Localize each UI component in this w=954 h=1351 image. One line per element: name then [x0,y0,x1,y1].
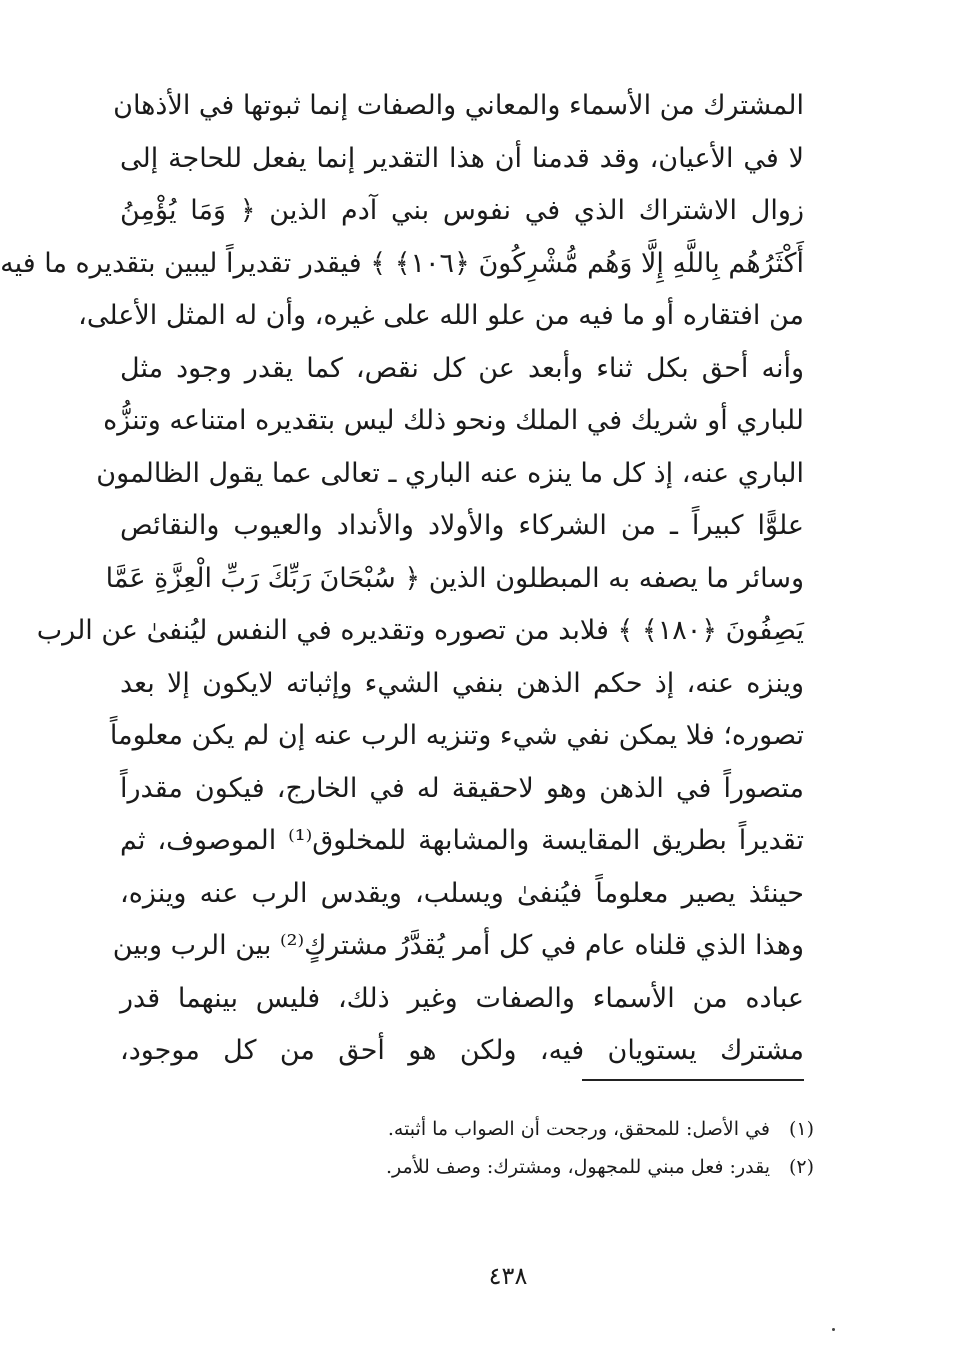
text-line: للباري أو شريك في الملك ونحو ذلك ليس بتقديره امتناعه وتنزُّه [103,405,804,436]
text-line: حينئذ يصير معلوماً فيُنفىٰ ويسلب، ويقدس الرب عنه وينزه، [120,877,804,909]
footnote-text: في الأصل: للمحقق، ورجحت أن الصواب ما أثبته. [387,1118,770,1140]
text-line: من افتقاره أو ما فيه من علو الله على غيره، وأن له المثل الأعلى، [78,300,804,331]
text-line: مشترك يستويان فيه، ولكن هو أحق من كل موجود، [120,1035,804,1066]
text-line: أَكْثَرُهُم بِاللَّهِ إِلَّا وَهُم مُّشْرِكُونَ ﴿١٠٦﴾ ﴾ فيقدر تقديراً ليبين بتقديره ما فيه [0,247,804,279]
text-line: المشترك من الأسماء والمعاني والصفات إنما ثبوتها في الأذهان [113,90,804,121]
text-line: علوًّا كبيراً ـ من الشركاء والأولاد والأنداد والعيوب والنقائص [120,510,804,541]
footnote-text: يقدر: فعل مبني للمجهول، ومشترك: وصف للأمر. [385,1156,770,1178]
footnote-separator [582,1079,804,1081]
text-line: زوال الاشتراك الذي في نفوس بني آدم الذين ﴿ وَمَا يُؤْمِنُ [120,195,804,226]
text-line: متصوراً في الذهن وهو لاحقيقة له في الخارج، فيكون مقدراً [120,772,804,804]
footnote-number: (١) [788,1118,814,1140]
text-line: وسائر ما يصفه به المبطلون الذين ﴿ سُبْحَانَ رَبِّكَ رَبِّ الْعِزَّةِ عَمَّا [105,562,804,594]
page-speck [832,1328,835,1331]
text-line: وينزه عنه، إذ حكم الذهن بنفي الشيء وإثباته لايكون إلا بعد [120,667,804,699]
text-line: تصوره؛ فلا يمكن نفي شيء وتنزيه الرب عنه إن لم يكن معلوماً [109,720,804,751]
text-line: تقديراً بطريق المقايسة والمشابهة للمخلوق⁽¹⁾ الموصوف، ثم [120,825,804,856]
text-line: الباري عنه، إذ كل ما ينزه عنه الباري ـ تعالى عما يقول الظالمون [96,457,804,489]
page-number: ٤٣٨ [488,1262,528,1290]
footnotes [120,1110,814,1186]
text-line: لا في الأعيان، وقد قدمنا أن هذا التقدير إنما يفعل للحاجة إلى [120,142,804,174]
text-line: وأنه أحق بكل ثناء وأبعد عن كل نقص، كما يقدر وجود مثل [120,352,804,384]
footnote [120,1110,814,1148]
text-line: وهذا الذي قلناه عام في كل أمر يُقدَّرُ مشتركٍ⁽²⁾ بين الرب وبين [112,930,804,961]
text-line: عباده من الأسماء والصفات وغير ذلك، فليس بينهما قدر [120,982,804,1014]
footnote [120,1148,814,1186]
text-line: يَصِفُونَ ﴿١٨٠﴾ ﴾ فلابد من تصوره وتقديره في النفس ليُنفىٰ عن الرب [36,615,804,646]
main-text [0,80,804,1078]
footnote-number: (٢) [788,1156,814,1178]
